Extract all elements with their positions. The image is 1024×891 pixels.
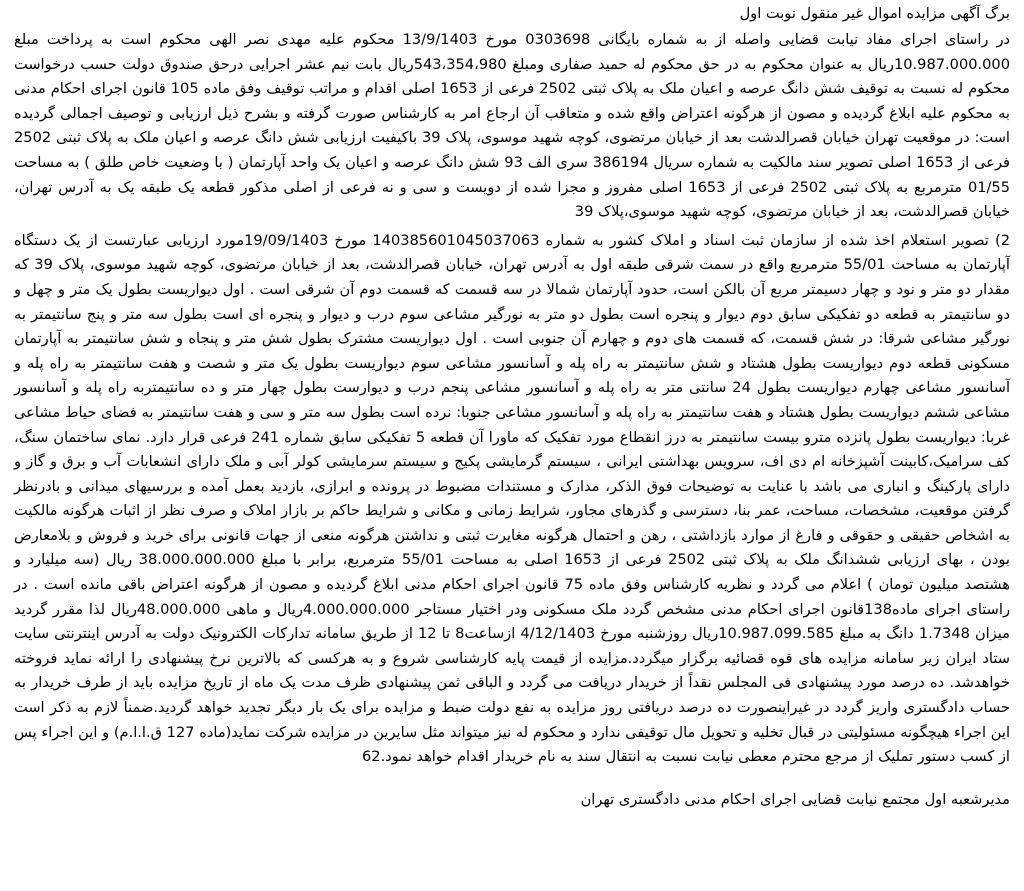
notice-paragraph-2: 2) تصویر استعلام اخذ شده از سازمان ثبت اسناد و املاک کشور به شماره 140385601045037063 مورخ 19/09/1403مورد ارزیابی عبارتست از یک دستگاه آپارتمان به مساحت 55/01 مترمربع واقع در سمت شرقی طبقه اول به آدرس تهران، خیابان قصرالدشت، بعد از خیابان مرتضوی، کوچه شهید موسوی، پلاک 39 که مقدار دو متر و نود و چهار دسیمتر مربع آن بالکن است، حدود آپارتمان شمالا در سه قسمت که قسمت دوم آن شرقی است . اول دیواریست بطول یک متر و چهل و دو سانتیمتر به قطعه دو تفکیکی سابق دوم دیوار و پنجره است بطول دو متر به نورگیر مشاعی سوم درب و دیوار و پنجره ای است بطول سه متر و پنج سانتیمتر به نورگیر مشاعی شرقا: در شش قسمت، که قسمت های دوم و چهارم آن جنوبی است . اول دیواریست مشترک بطول شش متر و پنجاه و شش سانتیمتر به آپارتمان مسکونی قطعه دوم دیواریست بطول هشتاد و شش سانتیمتر به راه پله و آسانسور مشاعی سوم دیواریست بطول یک متر و شصت و هفت سانتیمتر به راه پله و آسانسور مشاعی چهارم دیواریست بطول 24 سانتی متر به راه پله و آسانسور مشاعی پنجم درب و دیوارست بطول چهار متر و ده سانتیمتربه راه پله و آسانسور مشاعی ششم دیواریست بطول هشتاد و هفت سانتیمتر به راه پله و آسانسور مشاعی جنوبا: نرده است بطول سه متر و سی و هفت سانتیمتر به فضای حیاط مشاعی غربا: دیواریست بطول پانزده مترو بیست سانتیمتر به درز انقطاع مورد تفکیک که ماورا آن قطعه 5 تفکیکی سابق شماره 241 فرعی قرار دارد. نمای ساختمان سنگ، کف سرامیک،کابینت آشپزخانه ام دی اف، سرویس بهداشتی ایرانی ، سیستم گرمایشی پکیج و سیستم سرمایشی کولر آبی و ملک دارای انشعابات آب و برق و گاز و دارای پارکینگ و انباری می باشد با عنایت به توضیحات فوق الذکر، مدارک و مستندات مضبوط در پرونده و ابرازی، بازدید بعمل آمده و بررسیهای میدانی و بادرنظر گرفتن موقعیت، مشخصات، مساحت، عمر بنا، دسترسی و گذرهای مجاور، شرایط زمانی و مکانی و شرایط حاکم بر بازار املاک و صرف نظر از اثبات هرگونه مالکیت به اشخاص حقیقی و حقوقی و فارغ از موارد بازداشتی ، رهن و احتمال هرگونه مغایرت ثبتی و نداشتن هرگونه منعی از جهات قانونی برای خرید و فروش و بلامعارض بودن ، بهای ارزیابی ششدانگ ملک به پلاک ثبتی 2502 فرعی از 1653 اصلی به مساحت 55/01 مترمربع، برابر با مبلغ 38.000.000.000 ریال (سه میلیارد و هشتصد میلیون تومان ) اعلام می گردد و نظریه کارشناس وفق ماده 75 قانون اجرای احکام مدنی ابلاغ گردیده و مصون از هرگونه اعتراض باقی مانده است . در راستای اجرای ماده138قانون اجرای احکام مدنی مشخص گردد ملک مسکونی ودر اختیار مستاجر 4.000.000.000ریال و ماهی 48.000.000ریال لذا مقرر گردید میزان 1.7348 دانگ به مبلغ 10.987.099.585ریال روزشنبه مورخ 4/12/1403 ازساعت8 تا 12 از طریق سامانه تدارکات الکترونیک دولت به آدرس اینترنتی سایت ستاد ایران زیر سامانه مزایده های قوه قضائیه برگزار میگردد.مزایده از قیمت پایه کارشناسی شروع و به هرکسی که بالاترین نرخ پیشنهادی را ارائه نماید فروخته خواهدشد. ده درصد مورد پیشنهادی فی المجلس نقداً از خریدار دریافت می گردد و الباقی ثمن پیشنهادی ظرف مدت یک ماه از تاریخ مزایده باید از طرف خریدار به حساب دادگستری واریز گردد در غیراینصورت ده درصد دریافتی روز مزایده به نفع دولت ضبط و مزایده برای یک بار دیگر تجدید خواهد گردید.ضمناً لازم به ذکر است این اجراء هیچگونه مسئولیتی در قبال تخلیه و تحویل مال توقیفی ندارد و محکوم له نیز میتواند مثل سایرین در مزایده شرکت نماید(ماده 127 ق.ا.ا.م) و این اجراء پس از کسب دستور تملیک از مرجع محترم معطی نیابت نسبت به انتقال سند به نام خریدار اقدام خواهد نمود.62 <box>14 231 1011 766</box>
notice-paragraph-1: در راستای اجرای مفاد نیابت قضایی واصله از به شماره بایگانی 0303698 مورخ 13/9/1403 محکوم علیه مهدی نصر الهی محکوم است به پرداخت مبلغ 10.987.000.000ریال به عنوان محکوم به در حق محکوم له حمید صفاری ومبلغ 543،354،980ریال بابت نیم عشر اجرایی درحق صندوق دولت حسب درخواست محکوم له نسبت به توقیف شش دانگ عرصه و اعیان ملک به پلاک ثبتی 2502 فرعی از 1653 اصلی اقدام و مراتب توقیف وفق ماده 105 قانون اجرای احکام مدنی به محکوم علیه ابلاغ گردیده و مصون از هرگونه اعتراض واقع شده و متعاقب آن ارجاع امر به کارشناس صورت گرفته و بشرح ذیل ارزیابی و توصیف اجمالی گردیده است: در موقعیت تهران خیابان قصرالدشت بعد از خیابان مرتضوی، کوچه شهید موسوی، پلاک 39 باکیفیت ارزیابی شش دانگ عرصه و اعیان ملک به پلاک ثبتی 2502 فرعی از 1653 اصلی تصویر سند مالکیت به شماره سریال 386194 سری الف 93 شش دانگ عرصه و اعیان یک واحد آپارتمان ( با وضعیت خاص طلق ) به مساحت 01/55 مترمربع به پلاک ثبتی 2502 فرعی از 1653 اصلی مفروز و مجزا شده از دویست و سی و نه فرعی از اصلی مذکور قطعه یک طبقه یک به آدرس تهران، خیابان قصرالدشت، بعد از خیابان مرتضوی، کوچه شهید موسوی،پلاک 39 <box>14 31 1011 221</box>
notice-title: برگ آگهی مزایده اموال غیر منقول نوبت اول <box>739 5 1010 22</box>
notice-signature: مدیرشعبه اول مجتمع نیابت قضایی اجرای احکام مدنی دادگستری تهران <box>580 790 1010 808</box>
